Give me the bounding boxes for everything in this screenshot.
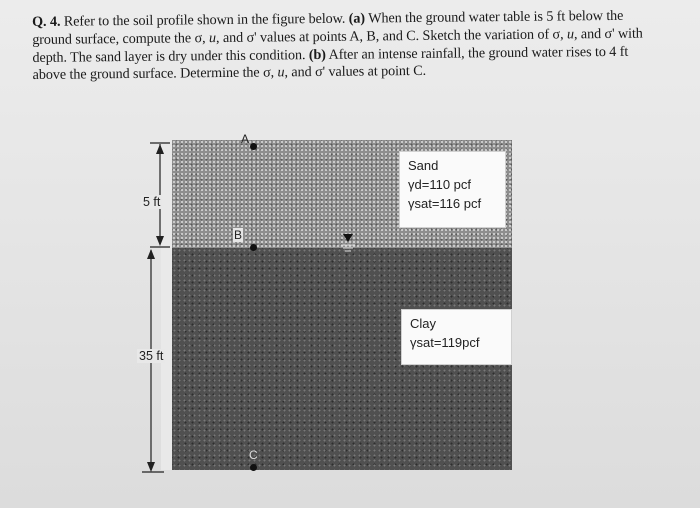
question-part: Refer to the soil profile shown in the figure below. bbox=[63, 10, 349, 30]
arrow-down-icon bbox=[147, 462, 155, 472]
point-a-marker bbox=[250, 143, 257, 150]
question-part: , bbox=[559, 26, 568, 43]
question-part: with depth. The sand layer is dry under this condition. bbox=[32, 25, 643, 66]
gamma-d-symbol: γd bbox=[408, 177, 422, 192]
point-b-marker bbox=[250, 244, 257, 251]
arrow-up-icon bbox=[156, 144, 164, 154]
point-a-label: A bbox=[241, 132, 250, 146]
question-part: , and bbox=[573, 25, 605, 43]
clay-name: Clay bbox=[410, 316, 437, 331]
sand-properties-box bbox=[399, 151, 506, 228]
question-part: , and bbox=[284, 64, 316, 81]
gamma-d-value: =110 pcf bbox=[421, 177, 472, 192]
sand-name: Sand bbox=[408, 158, 439, 173]
symbol-sigma-effective: σ' bbox=[314, 64, 326, 81]
arrow-up-icon bbox=[147, 249, 155, 259]
clay-gamma-sat bbox=[410, 333, 503, 352]
symbol-u: u bbox=[277, 64, 285, 81]
dim-label-5ft: 5 ft bbox=[143, 195, 161, 209]
question-part: , bbox=[202, 29, 210, 47]
symbol-sigma: σ bbox=[194, 30, 203, 47]
point-b-label: B bbox=[234, 228, 243, 242]
symbol-sigma-effective: σ' bbox=[604, 25, 615, 42]
gamma-sat-symbol: γsat bbox=[410, 335, 434, 350]
point-c-label: C bbox=[249, 448, 258, 462]
question-part: , and bbox=[215, 29, 247, 46]
point-c-marker bbox=[250, 464, 257, 471]
gamma-sat-value: =119pcf bbox=[433, 335, 480, 350]
symbol-sigma: σ bbox=[262, 64, 271, 81]
question-part: values at points A, B, and C. Sketch the variation of bbox=[256, 26, 553, 46]
question-part: , bbox=[270, 64, 278, 81]
part-b-marker: (b) bbox=[308, 46, 326, 63]
question-part: When the ground water table is 5 ft below the ground surface, compute the bbox=[32, 7, 624, 48]
clay-properties-box bbox=[401, 309, 512, 365]
question-part: values at point C. bbox=[324, 63, 427, 81]
symbol-u: u bbox=[566, 26, 575, 43]
symbol-u: u bbox=[208, 29, 217, 46]
gamma-sat-value: =116 pcf bbox=[431, 196, 482, 211]
symbol-sigma: σ bbox=[552, 26, 561, 43]
sand-gamma-sat bbox=[408, 194, 497, 213]
question-number: Q. 4. bbox=[32, 13, 61, 30]
arrow-down-icon bbox=[156, 236, 164, 246]
question-part: After an intense rainfall, the ground water rises to 4 ft above the ground surface. Determine the bbox=[32, 43, 629, 84]
part-a-marker: (a) bbox=[348, 10, 366, 27]
dim-label-35ft: 35 ft bbox=[139, 349, 164, 363]
symbol-sigma-effective: σ' bbox=[246, 29, 257, 46]
sand-gamma-d bbox=[408, 175, 497, 194]
gamma-sat-symbol: γsat bbox=[408, 196, 432, 211]
water-table-icon bbox=[343, 234, 353, 242]
